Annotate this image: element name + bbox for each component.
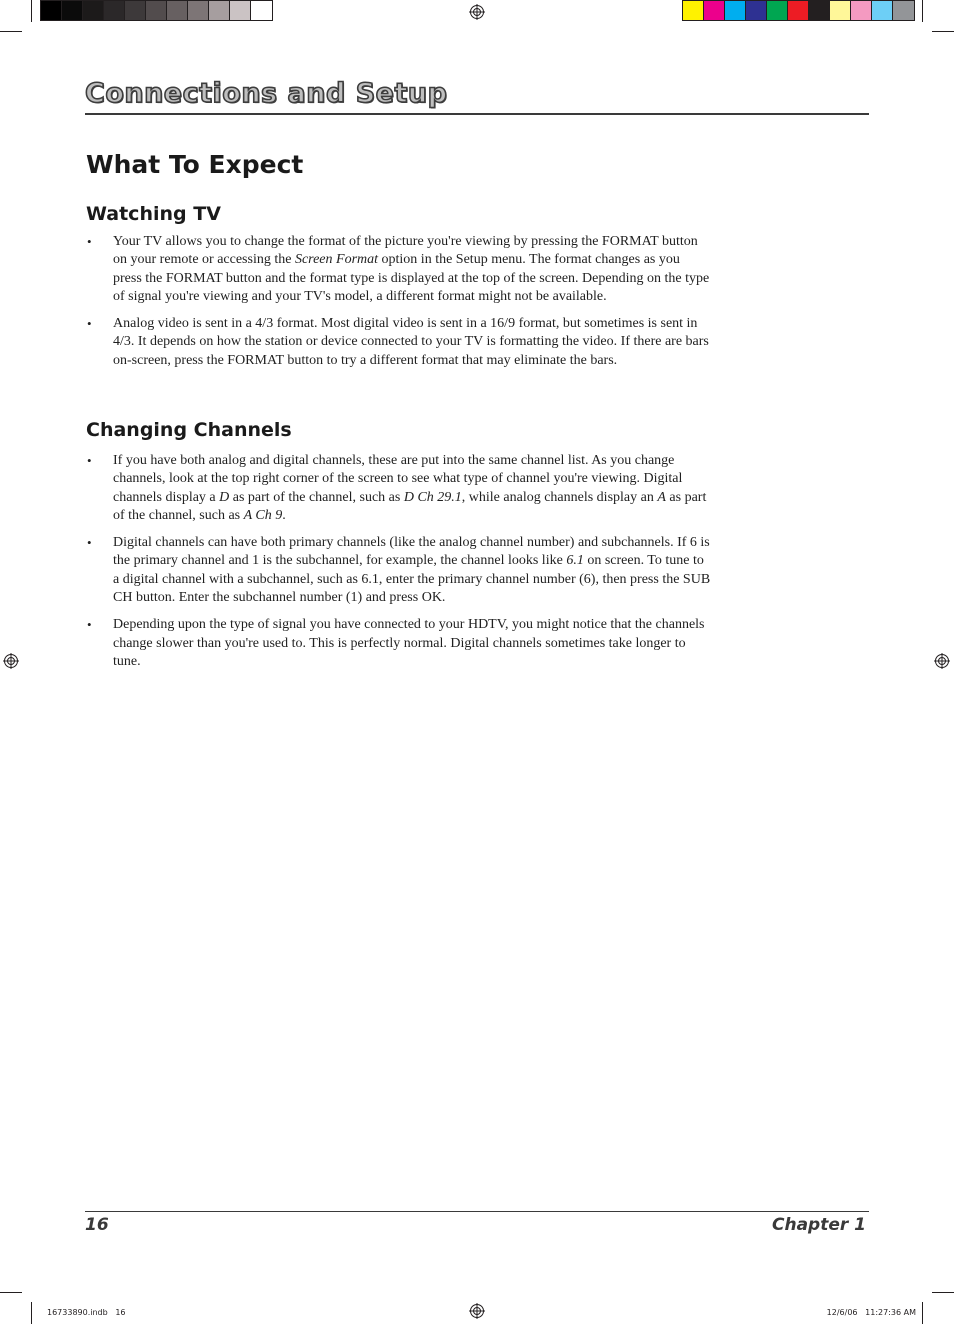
color-swatch — [872, 1, 893, 20]
page-heading: What To Expect — [86, 150, 304, 179]
color-swatch — [893, 1, 914, 20]
crop-mark-bottom-right-v — [922, 1302, 923, 1324]
color-swatch — [704, 1, 725, 20]
slug-file-info: 16733890.indb 16 — [47, 1308, 126, 1317]
color-swatch — [746, 1, 767, 20]
color-swatch — [725, 1, 746, 20]
registration-mark-right-icon — [934, 653, 950, 669]
slug-date-info: 12/6/06 11:27:36 AM — [826, 1308, 916, 1317]
gray-swatch — [146, 1, 167, 20]
process-color-bar — [682, 0, 915, 21]
changing-channels-list — [86, 452, 711, 680]
title-rule — [85, 113, 869, 115]
crop-mark-top-right-v — [922, 0, 923, 22]
footer-rule — [85, 1211, 869, 1212]
crop-mark-top-right-h — [932, 31, 954, 32]
color-swatch — [830, 1, 851, 20]
color-swatch — [788, 1, 809, 20]
list-item: • If you have both analog and digital channels, these are put into the same channel list. As you change channels, look at the top right corner of the screen to see what type of channel you're viewing. Digital channels display a D as part of the channel, such as D Ch 29.1, while analog channels display an A as part of the channel, such as A Ch 9. — [86, 452, 711, 525]
list-item: • Digital channels can have both primary channels (like the analog channel number) and subchannels. If 6 is the primary channel and 1 is the subchannel, for example, the channel looks like 6.1 on screen. To tune to a digital channel with a subchannel, such as 6.1, enter the primary channel number (6), then press the SUB CH button. Enter the subchannel number (1) and press OK. — [86, 534, 711, 607]
gray-swatch — [125, 1, 146, 20]
gray-swatch — [209, 1, 230, 20]
gray-swatch — [41, 1, 62, 20]
section-title: Connections and Setup — [85, 78, 448, 109]
color-swatch — [851, 1, 872, 20]
registration-mark-top-icon — [469, 4, 485, 20]
crop-mark-bottom-right-h — [932, 1292, 954, 1293]
gray-swatch — [251, 1, 272, 20]
crop-mark-top-left-h — [0, 31, 22, 32]
crop-mark-bottom-left-h — [0, 1292, 22, 1293]
gray-swatch — [83, 1, 104, 20]
registration-mark-bottom-icon — [469, 1303, 485, 1319]
gray-swatch — [62, 1, 83, 20]
list-item: • Your TV allows you to change the format of the picture you're viewing by pressing the FORMAT button on your remote or accessing the Screen Format option in the Setup menu. The format changes as you press the FORMAT button and the format type is displayed at the top of the screen. Depending on the type of signal you're viewing and your TV's model, a different format might not be available. — [86, 233, 711, 306]
list-item: • Depending upon the type of signal you have connected to your HDTV, you might notice that the channels change slower than you're used to. This is perfectly normal. Digital channels sometimes take longer to tune. — [86, 616, 711, 671]
color-swatch — [767, 1, 788, 20]
watching-tv-heading: Watching TV — [86, 203, 221, 225]
color-swatch — [809, 1, 830, 20]
crop-mark-top-left-v — [31, 0, 32, 22]
gray-swatch — [230, 1, 251, 20]
color-swatch — [683, 1, 704, 20]
registration-mark-left-icon — [3, 653, 19, 669]
gray-swatch — [167, 1, 188, 20]
list-item: • Analog video is sent in a 4/3 format. Most digital video is sent in a 16/9 format, but sometimes is sent in 4/3. It depends on how the station or device connected to your TV is formatting the video. If there are bars on-screen, press the FORMAT button to try a different format that may eliminate the bars. — [86, 315, 711, 370]
chapter-label: Chapter 1 — [771, 1215, 866, 1235]
crop-mark-bottom-left-v — [31, 1302, 32, 1324]
page-number: 16 — [85, 1215, 109, 1235]
watching-tv-list — [86, 233, 711, 379]
grayscale-color-bar — [40, 0, 273, 21]
gray-swatch — [104, 1, 125, 20]
changing-channels-heading: Changing Channels — [86, 419, 292, 441]
gray-swatch — [188, 1, 209, 20]
